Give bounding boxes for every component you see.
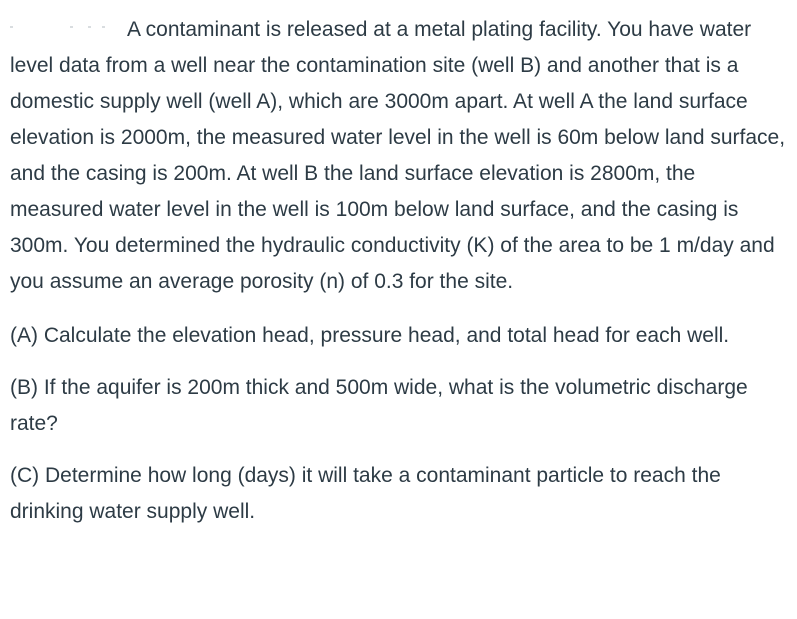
problem-document [10, 12, 790, 530]
question-b: (B) If the aquifer is 200m thick and 500m wide, what is the volumetric discharge rate? [10, 376, 748, 435]
question-a: (A) Calculate the elevation head, pressure head, and total head for each well. [10, 324, 730, 347]
problem-intro: A contaminant is released at a metal plating facility. You have water level data from a well near the contamination site (well B) and another that is a domestic supply well (well A), which are 3000m apart. At well A the land surface elevation is 2000m, the measured water level in the well is 60m below land surface, and the casing is 200m. At well B the land surface elevation is 2800m, the measured water level in the well is 100m below land surface, and the casing is 300m. You determined the hydraulic conductivity (K) of the area to be 1 m/day and you assume an average porosity (n) of 0.3 for the site. [10, 18, 786, 293]
question-c: (C) Determine how long (days) it will take a contaminant particle to reach the drinking water supply well. [10, 464, 721, 523]
